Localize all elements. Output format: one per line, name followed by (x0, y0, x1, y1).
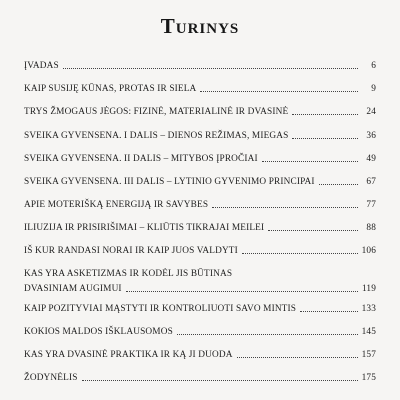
toc-entry (24, 60, 376, 72)
toc-entry-label: KAS YRA ASKETIZMAS IR KODĖL JIS BŪTINAS (24, 269, 233, 279)
toc-entry (24, 326, 376, 338)
dot-leader (300, 311, 358, 312)
toc-entry-label: ILIUZIJA IR PRISIRIŠIMAI – KLIŪTIS TIKRAJAI MEILEI (24, 223, 265, 233)
dot-leader (177, 334, 358, 335)
toc-entry-label: KAIP POZITYVIAI MĄSTYTI IR KONTROLIUOTI SAVO MINTIS (24, 304, 297, 314)
toc-entry-page: 145 (361, 327, 376, 337)
toc-entry-label: SVEIKA GYVENSENA. II DALIS – MITYBOS ĮPROČIAI (24, 154, 258, 164)
page-title: Turinys (160, 14, 240, 38)
toc-entry (24, 106, 376, 118)
dot-leader (268, 230, 358, 231)
dot-leader (63, 68, 358, 69)
dot-leader (292, 114, 358, 115)
toc-entry-page: 157 (361, 350, 376, 360)
dot-leader (212, 207, 358, 208)
toc-entry (24, 372, 376, 384)
toc-entry-page: 6 (371, 61, 376, 71)
dot-leader (242, 253, 358, 254)
toc-entry-label-continued: DVASINIAM AUGIMUI (24, 284, 122, 294)
dot-leader (237, 357, 358, 358)
toc-entry-label: SVEIKA GYVENSENA. I DALIS – DIENOS REŽIMAS, MIEGAS (24, 131, 289, 141)
toc-entry (24, 268, 376, 295)
toc-entry-label: KAS YRA DVASINĖ PRAKTIKA IR KĄ JI DUODA (24, 350, 233, 360)
toc-entry-page: 88 (366, 223, 376, 233)
toc-entry-label: KAIP SUSIJĘ KŪNAS, PROTAS IR SIELA (24, 84, 197, 94)
toc-entry-page: 106 (361, 246, 376, 256)
dot-leader (319, 184, 358, 185)
toc-entry (24, 130, 376, 142)
toc-entry (24, 349, 376, 361)
dot-leader (262, 161, 358, 162)
toc-entry-page: 119 (361, 284, 376, 294)
dot-leader (126, 291, 358, 292)
toc-entry-page: 24 (366, 107, 376, 117)
toc-entry-label: APIE MOTERIŠKĄ ENERGIJĄ IR SAVYBES (24, 200, 209, 210)
toc-entry (24, 222, 376, 234)
toc-entry-label: KOKIOS MALDOS IŠKLAUSOMOS (24, 327, 173, 337)
dot-leader (200, 91, 358, 92)
toc-entry-page: 67 (366, 177, 376, 187)
toc-entry-label: ĮVADAS (24, 61, 59, 71)
toc-entry-label: TRYS ŽMOGAUS JĖGOS: FIZINĖ, MATERIALINĖ IR DVASINĖ (24, 107, 289, 117)
dot-leader (292, 138, 358, 139)
toc-entry (24, 176, 376, 188)
toc-entry (24, 245, 376, 257)
toc-entry-page: 77 (366, 200, 376, 210)
toc-entry-page: 133 (361, 304, 376, 314)
toc-entry-page: 36 (366, 131, 376, 141)
toc-entry (24, 153, 376, 165)
toc-entry-label: IŠ KUR RANDASI NORAI IR KAIP JUOS VALDYTI (24, 246, 238, 256)
toc-entry-page: 9 (371, 84, 376, 94)
toc-entry-label: ŽODYNĖLIS (24, 373, 78, 383)
toc-entry-label: SVEIKA GYVENSENA. III DALIS – LYTINIO GYVENIMO PRINCIPAI (24, 177, 315, 187)
toc-entry-page: 49 (366, 154, 376, 164)
toc-entry (24, 199, 376, 211)
toc-entry-page: 175 (361, 373, 376, 383)
toc-entry (24, 83, 376, 95)
toc-entry (24, 303, 376, 315)
dot-leader (82, 380, 358, 381)
